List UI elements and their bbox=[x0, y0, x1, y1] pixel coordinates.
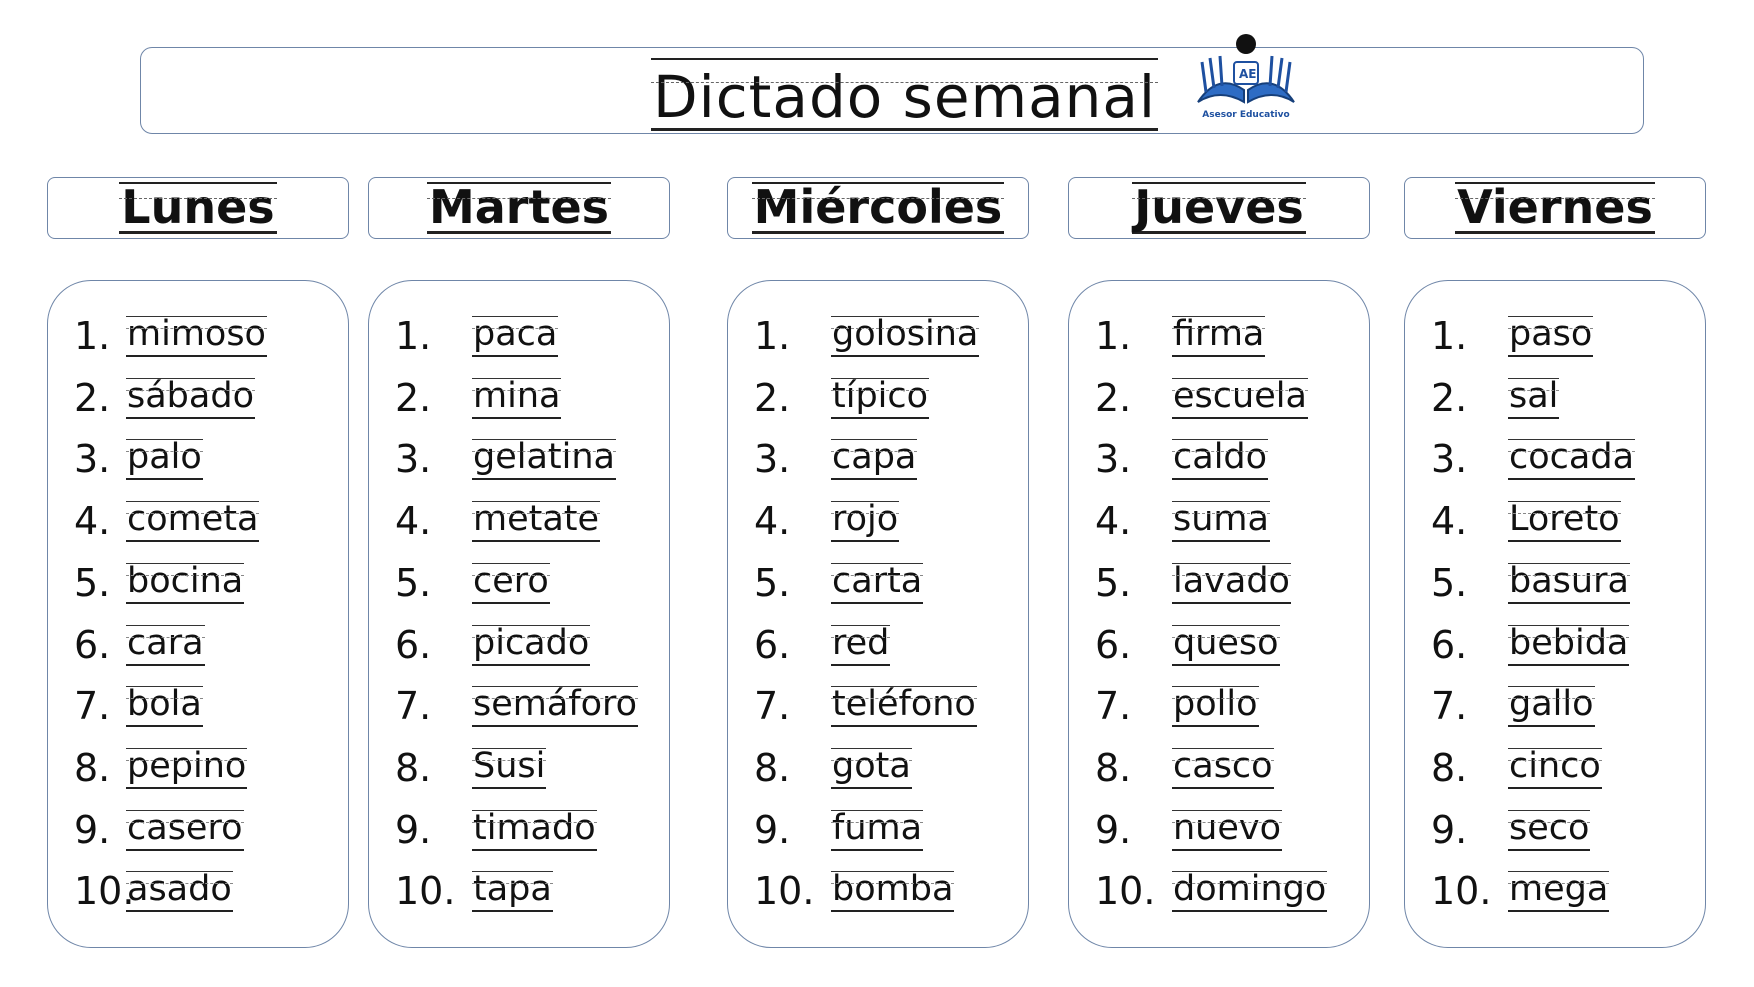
list-item bbox=[48, 745, 350, 789]
dictation-word: red bbox=[831, 625, 890, 666]
dictation-word: domingo bbox=[1172, 871, 1327, 912]
dictation-word: golosina bbox=[831, 316, 979, 357]
item-number: 8. bbox=[754, 745, 791, 790]
list-item bbox=[728, 560, 1030, 604]
dictation-word: caldo bbox=[1172, 439, 1268, 480]
dictation-word: mimoso bbox=[126, 316, 267, 357]
item-number: 2. bbox=[74, 375, 111, 420]
list-item bbox=[1405, 622, 1707, 666]
dictation-word: tapa bbox=[472, 871, 553, 912]
day-label: Viernes bbox=[1457, 180, 1653, 234]
dictation-word: pepino bbox=[126, 748, 247, 789]
word-list-miercoles bbox=[727, 280, 1029, 948]
dictation-word: queso bbox=[1172, 625, 1280, 666]
item-number: 4. bbox=[395, 499, 432, 544]
item-number: 2. bbox=[754, 375, 791, 420]
dictation-word: bocina bbox=[126, 563, 244, 604]
list-item bbox=[1405, 745, 1707, 789]
item-number: 10. bbox=[1431, 869, 1492, 914]
item-number: 2. bbox=[1095, 375, 1132, 420]
item-number: 10. bbox=[74, 869, 135, 914]
list-item bbox=[1069, 375, 1371, 419]
dictation-word: paso bbox=[1508, 316, 1593, 357]
item-number: 3. bbox=[754, 437, 791, 482]
dictation-word: típico bbox=[831, 378, 929, 419]
list-item bbox=[369, 868, 671, 912]
list-item bbox=[48, 683, 350, 727]
dictation-word: teléfono bbox=[831, 686, 977, 727]
dictation-word: gallo bbox=[1508, 686, 1595, 727]
item-number: 1. bbox=[1095, 314, 1132, 358]
list-item bbox=[1405, 683, 1707, 727]
dictation-word: rojo bbox=[831, 501, 899, 542]
dictation-word: paca bbox=[472, 316, 558, 357]
dictation-word: casco bbox=[1172, 748, 1274, 789]
item-number: 1. bbox=[1431, 314, 1468, 358]
list-item bbox=[48, 436, 350, 480]
item-number: 9. bbox=[1431, 807, 1468, 852]
item-number: 1. bbox=[754, 314, 791, 358]
list-item bbox=[1069, 622, 1371, 666]
list-item bbox=[728, 745, 1030, 789]
word-list-martes bbox=[368, 280, 670, 948]
dictation-word: semáforo bbox=[472, 686, 638, 727]
item-number: 6. bbox=[395, 622, 432, 667]
item-number: 8. bbox=[395, 745, 432, 790]
item-number: 9. bbox=[754, 807, 791, 852]
day-header-miercoles bbox=[727, 177, 1029, 239]
word-list-viernes bbox=[1404, 280, 1706, 948]
dictation-word: metate bbox=[472, 501, 600, 542]
dictation-word: bola bbox=[126, 686, 203, 727]
day-label: Jueves bbox=[1134, 180, 1304, 234]
item-number: 2. bbox=[1431, 375, 1468, 420]
list-item bbox=[728, 313, 1030, 357]
item-number: 7. bbox=[1095, 684, 1132, 729]
list-item bbox=[1405, 560, 1707, 604]
dictation-word: bebida bbox=[1508, 625, 1629, 666]
day-label: Lunes bbox=[121, 180, 275, 234]
dictation-word: pollo bbox=[1172, 686, 1259, 727]
dictation-word: cocada bbox=[1508, 439, 1635, 480]
list-item bbox=[48, 622, 350, 666]
item-number: 4. bbox=[1095, 499, 1132, 544]
item-number: 5. bbox=[395, 560, 432, 605]
dictation-word: gelatina bbox=[472, 439, 616, 480]
dictation-word: capa bbox=[831, 439, 917, 480]
dictation-word: escuela bbox=[1172, 378, 1308, 419]
item-number: 5. bbox=[1431, 560, 1468, 605]
list-item bbox=[1069, 560, 1371, 604]
list-item bbox=[48, 868, 350, 912]
list-item bbox=[1069, 745, 1371, 789]
list-item bbox=[1405, 313, 1707, 357]
item-number: 7. bbox=[1431, 684, 1468, 729]
item-number: 1. bbox=[395, 314, 432, 358]
list-item bbox=[48, 498, 350, 542]
dictation-word: cometa bbox=[126, 501, 259, 542]
logo-caption: Asesor Educativo bbox=[1202, 110, 1290, 120]
item-number: 3. bbox=[74, 437, 111, 482]
list-item bbox=[728, 868, 1030, 912]
item-number: 7. bbox=[74, 684, 111, 729]
list-item bbox=[48, 313, 350, 357]
dictation-word: basura bbox=[1508, 563, 1630, 604]
item-number: 2. bbox=[395, 375, 432, 420]
list-item bbox=[48, 375, 350, 419]
dictation-word: Loreto bbox=[1508, 501, 1621, 542]
open-book-logo-icon bbox=[1188, 32, 1304, 112]
list-item bbox=[369, 807, 671, 851]
day-header-martes bbox=[368, 177, 670, 239]
dictation-word: gota bbox=[831, 748, 912, 789]
dictation-word: lavado bbox=[1172, 563, 1291, 604]
list-item bbox=[728, 498, 1030, 542]
item-number: 6. bbox=[1431, 622, 1468, 667]
list-item bbox=[369, 560, 671, 604]
item-number: 4. bbox=[1431, 499, 1468, 544]
dictation-word: bomba bbox=[831, 871, 954, 912]
list-item bbox=[1405, 498, 1707, 542]
list-item bbox=[369, 498, 671, 542]
list-item bbox=[728, 622, 1030, 666]
list-item bbox=[369, 375, 671, 419]
dictation-word: cinco bbox=[1508, 748, 1602, 789]
item-number: 5. bbox=[1095, 560, 1132, 605]
list-item bbox=[1069, 807, 1371, 851]
dictation-word: firma bbox=[1172, 316, 1265, 357]
list-item bbox=[728, 683, 1030, 727]
list-item bbox=[728, 436, 1030, 480]
svg-text:AE: AE bbox=[1239, 67, 1257, 81]
item-number: 6. bbox=[74, 622, 111, 667]
list-item bbox=[1069, 498, 1371, 542]
list-item bbox=[1069, 313, 1371, 357]
list-item bbox=[1069, 436, 1371, 480]
list-item bbox=[1405, 807, 1707, 851]
word-list-jueves bbox=[1068, 280, 1370, 948]
item-number: 10. bbox=[754, 869, 815, 914]
list-item bbox=[48, 807, 350, 851]
item-number: 3. bbox=[1095, 437, 1132, 482]
dictation-word: timado bbox=[472, 810, 597, 851]
item-number: 9. bbox=[395, 807, 432, 852]
dictation-word: cara bbox=[126, 625, 205, 666]
dictation-word: carta bbox=[831, 563, 923, 604]
item-number: 3. bbox=[1431, 437, 1468, 482]
page-title: Dictado semanal bbox=[651, 58, 1158, 131]
item-number: 9. bbox=[74, 807, 111, 852]
list-item bbox=[728, 807, 1030, 851]
item-number: 7. bbox=[754, 684, 791, 729]
item-number: 10. bbox=[395, 869, 456, 914]
dictation-word: mega bbox=[1508, 871, 1609, 912]
dictation-word: asado bbox=[126, 871, 233, 912]
item-number: 6. bbox=[1095, 622, 1132, 667]
item-number: 1. bbox=[74, 314, 111, 358]
item-number: 6. bbox=[754, 622, 791, 667]
dictation-word: mina bbox=[472, 378, 561, 419]
dictation-word: nuevo bbox=[1172, 810, 1282, 851]
list-item bbox=[1405, 375, 1707, 419]
list-item bbox=[369, 622, 671, 666]
dictation-word: seco bbox=[1508, 810, 1590, 851]
item-number: 5. bbox=[754, 560, 791, 605]
item-number: 8. bbox=[1095, 745, 1132, 790]
dictation-word: palo bbox=[126, 439, 203, 480]
day-header-jueves bbox=[1068, 177, 1370, 239]
dictation-word: suma bbox=[1172, 501, 1270, 542]
dictation-word: fuma bbox=[831, 810, 923, 851]
item-number: 8. bbox=[1431, 745, 1468, 790]
item-number: 10. bbox=[1095, 869, 1156, 914]
dictation-word: Susi bbox=[472, 748, 546, 789]
list-item bbox=[1405, 868, 1707, 912]
item-number: 4. bbox=[74, 499, 111, 544]
item-number: 4. bbox=[754, 499, 791, 544]
item-number: 9. bbox=[1095, 807, 1132, 852]
dictation-word: sal bbox=[1508, 378, 1559, 419]
list-item bbox=[369, 745, 671, 789]
dictation-word: sábado bbox=[126, 378, 255, 419]
day-label: Martes bbox=[428, 180, 610, 234]
day-header-viernes bbox=[1404, 177, 1706, 239]
list-item bbox=[369, 683, 671, 727]
word-list-lunes bbox=[47, 280, 349, 948]
dictation-word: casero bbox=[126, 810, 244, 851]
item-number: 7. bbox=[395, 684, 432, 729]
item-number: 8. bbox=[74, 745, 111, 790]
logo bbox=[1188, 32, 1304, 130]
list-item bbox=[48, 560, 350, 604]
list-item bbox=[1405, 436, 1707, 480]
list-item bbox=[369, 436, 671, 480]
dictation-word: cero bbox=[472, 563, 550, 604]
dictation-word: picado bbox=[472, 625, 590, 666]
list-item bbox=[1069, 868, 1371, 912]
item-number: 3. bbox=[395, 437, 432, 482]
list-item bbox=[728, 375, 1030, 419]
list-item bbox=[369, 313, 671, 357]
day-label: Miércoles bbox=[753, 180, 1003, 234]
item-number: 5. bbox=[74, 560, 111, 605]
list-item bbox=[1069, 683, 1371, 727]
day-header-lunes bbox=[47, 177, 349, 239]
